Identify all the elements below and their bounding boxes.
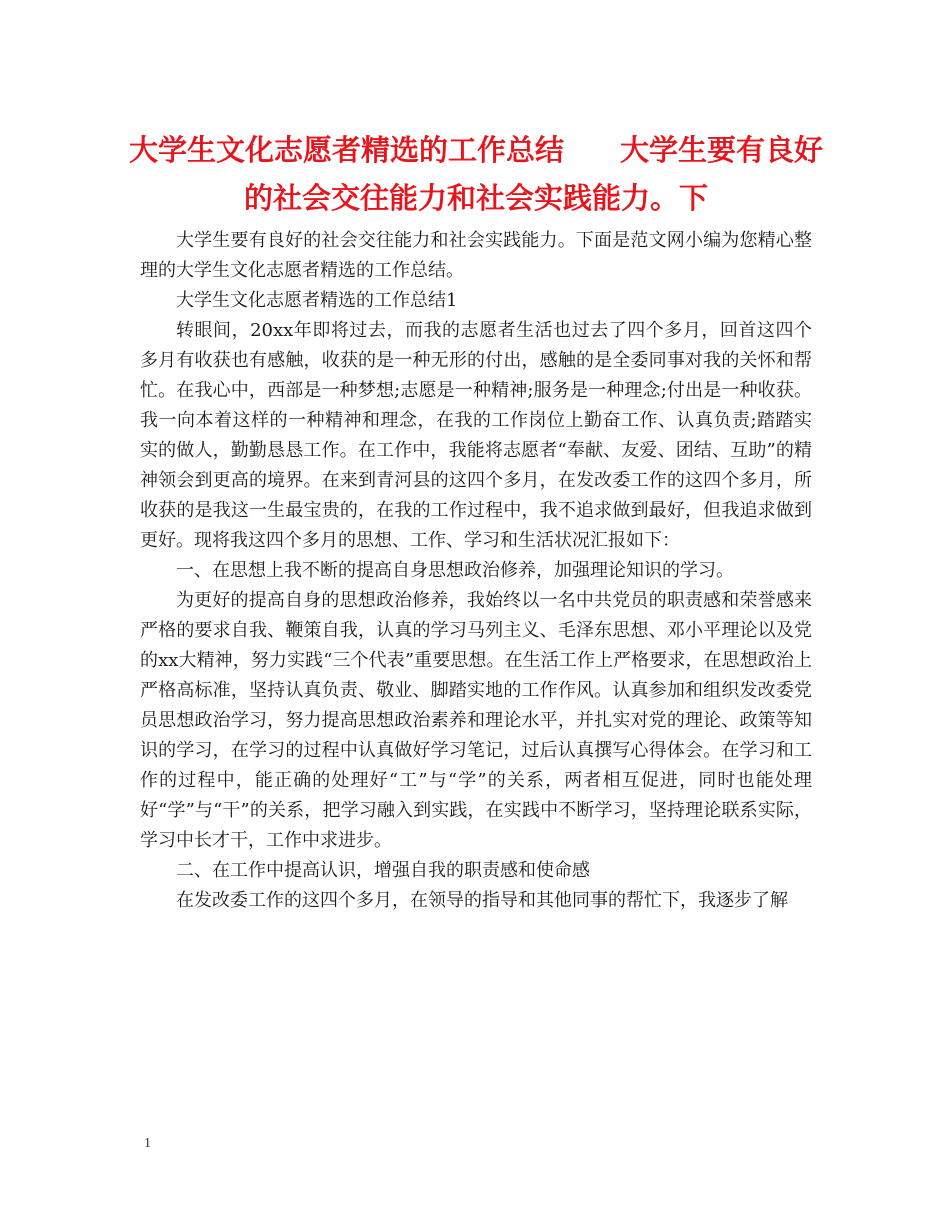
- page-number: 1: [144, 1136, 151, 1151]
- body-paragraph: 在发改委工作的这四个多月，在领导的指导和其他同事的帮忙下，我逐步了解: [176, 890, 788, 911]
- document-body: [140, 226, 812, 916]
- subheading-work: 二、在工作中提高认识，增强自我的职责感和使命感: [176, 860, 590, 881]
- body-paragraph: 转眼间，20xx年即将过去，而我的志愿者生活也过去了四个多月，回首这四个多月有收获也有感触，收获的是一种无形的付出，感触的是全委同事对我的关怀和帮忙。在我心中，西部是一种梦想;志愿是一种精神;服务是一种理念;付出是一种收获。我一向本着这样的一种精神和理念，在我的工作岗位上勤奋工作、认真负责;踏踏实实的做人，勤勤恳恳工作。在工作中，我能将志愿者“奉献、友爱、团结、互助”的精神领会到更高的境界。在来到青河县的这四个多月，在发改委工作的这四个多月，所收获的是我这一生最宝贵的，在我的工作过程中，我不追求做到最好，但我追求做到更好。现将我这四个多月的思想、工作、学习和生活状况汇报如下：: [140, 320, 812, 551]
- title-part-2: 大学生要有良好的社会交往能力和社会实践能力。下: [243, 133, 824, 215]
- title-part-1: 大学生文化志愿者精选的工作总结: [128, 133, 564, 167]
- section-heading-1: 大学生文化志愿者精选的工作总结1: [176, 290, 458, 311]
- intro-paragraph: 大学生要有良好的社会交往能力和社会实践能力。下面是范文网小编为您精心整理的大学生文化志愿者精选的工作总结。: [140, 230, 812, 281]
- document-title: [120, 126, 832, 222]
- subheading-thought: 一、在思想上我不断的提高自身思想政治修养，加强理论知识的学习。: [176, 560, 734, 581]
- body-paragraph: 为更好的提高自身的思想政治修养，我始终以一名中共党员的职责感和荣誉感来严格的要求自我、鞭策自我，认真的学习马列主义、毛泽东思想、邓小平理论以及党的xx大精神，努力实践“三个代表”重要思想。在生活工作上严格要求，在思想政治上严格高标准，坚持认真负责、敬业、脚踏实地的工作作风。认真参加和组织发改委党员思想政治学习，努力提高思想政治素养和理论水平，并扎实对党的理论、政策等知识的学习，在学习的过程中认真做好学习笔记，过后认真撰写心得体会。在学习和工作的过程中，能正确的处理好“工”与“学”的关系，两者相互促进，同时也能处理好“学”与“干”的关系，把学习融入到实践，在实践中不断学习，坚持理论联系实际，学习中长才干，工作中求进步。: [140, 590, 812, 851]
